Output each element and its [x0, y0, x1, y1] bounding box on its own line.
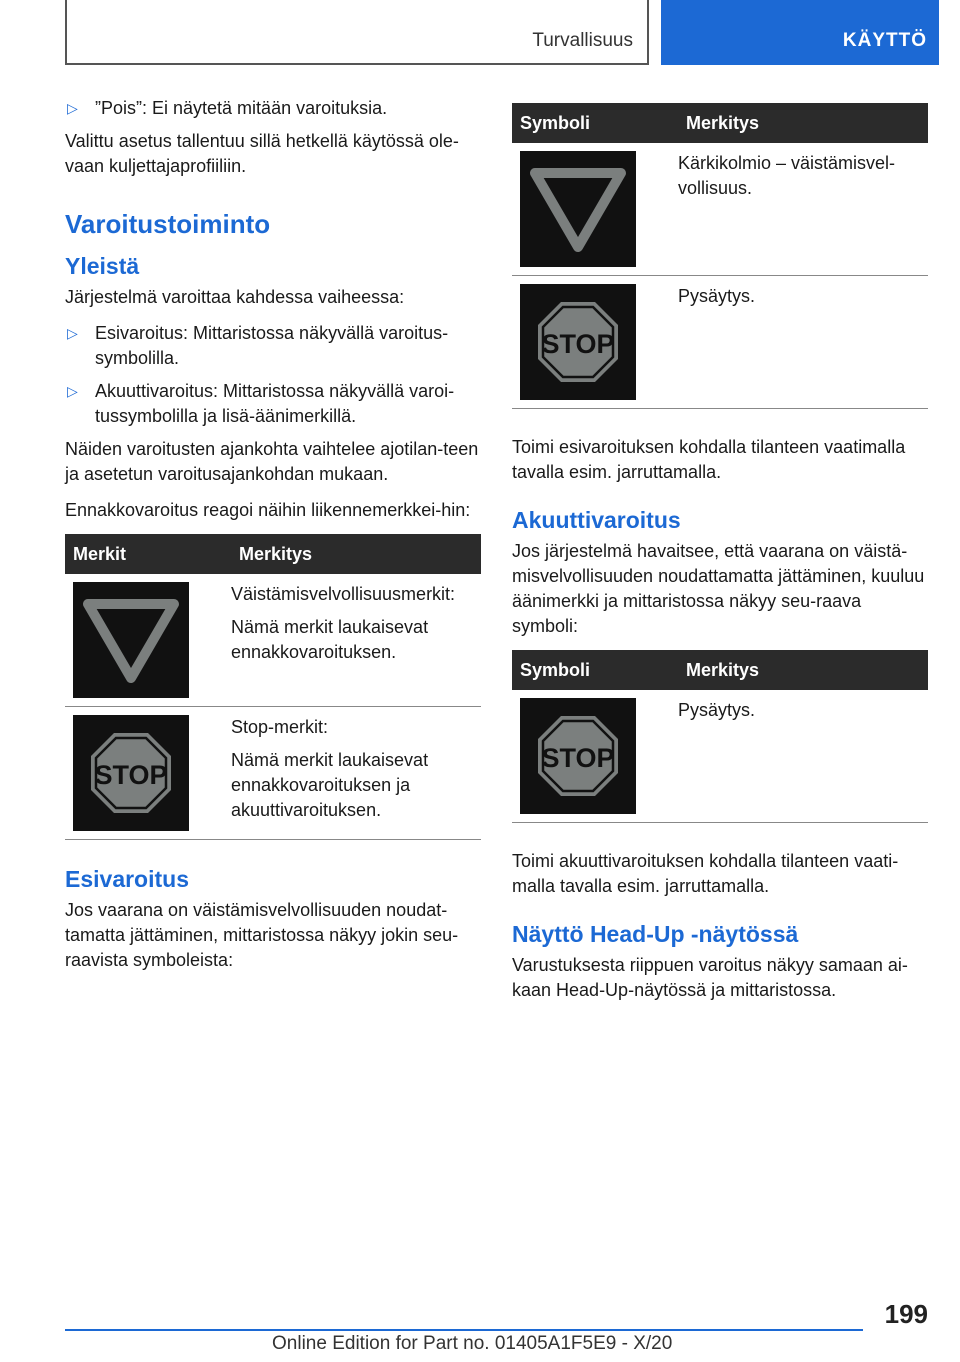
- column-header: Merkitys: [678, 103, 928, 143]
- stop-sign-text: STOP: [541, 743, 615, 773]
- column-header: Symboli: [512, 103, 678, 143]
- heading-yleista: Yleistä: [65, 253, 140, 279]
- header-chapter-title: KÄYTTÖ: [842, 30, 927, 51]
- left-column: [65, 96, 481, 984]
- header-section-title: Turvallisuus: [532, 30, 633, 51]
- paragraph-timing: Näiden varoitusten ajankohta vaihtelee ajotilan-teen ja asetetun varoitusajankohdan mukaan.: [65, 439, 479, 484]
- paragraph-head-up: Varustuksesta riippuen varoitus näkyy samaan ai-kaan Head-Up-näytössä ja mittaristossa.: [512, 955, 908, 1000]
- paragraph-intro: Järjestelmä varoittaa kahdessa vaiheessa:: [65, 287, 405, 307]
- bullet-triangle-icon: ▷: [67, 100, 78, 116]
- paragraph-esivaroitus: Jos vaarana on väistämisvelvollisuuden noudat-tamatta jättäminen, mittaristossa näkyy jokin seu-raavista symboleista:: [65, 900, 459, 970]
- heading-varoitustoiminto: Varoitustoiminto: [65, 209, 271, 239]
- paragraph-akuutti: Jos järjestelmä havaitsee, että vaarana on väistä-misvelvollisuuden noudattamatta jättäminen, kuuluu äänimerkki ja mittaristossa näkyy seu-raava symboli:: [512, 541, 925, 636]
- meaning-text: Nämä merkit laukaisevat ennakkovaroituksen.: [231, 617, 429, 662]
- yield-sign-icon: [73, 582, 189, 698]
- table-row: [512, 690, 928, 823]
- stop-sign-icon: [520, 698, 636, 814]
- meaning-text: Nämä merkit laukaisevat ennakkovaroituksen ja akuuttivaroituksen.: [231, 750, 429, 820]
- column-header: Symboli: [512, 650, 678, 690]
- footer-divider: [65, 1329, 863, 1331]
- page-number: 199: [884, 1299, 928, 1329]
- column-header: Merkit: [65, 534, 231, 574]
- heading-akuuttivaroitus: Akuuttivaroitus: [512, 507, 681, 533]
- symbols-table-pre: [512, 103, 928, 409]
- meaning-title: Stop-merkit:: [231, 717, 329, 737]
- table-row: [512, 143, 928, 276]
- paragraph-react: Ennakkovaroitus reagoi näihin liikennemerkkei-hin:: [65, 500, 471, 520]
- footer-edition: Online Edition for Part no. 01405A1F5E9 - X/20: [272, 1333, 673, 1354]
- table-header-row: [512, 650, 928, 690]
- symbols-table-acute: [512, 650, 928, 823]
- header-chapter-tab[interactable]: [661, 0, 939, 65]
- heading-esivaroitus: Esivaroitus: [65, 866, 189, 892]
- stop-sign-text: STOP: [94, 760, 168, 790]
- header-section-tab: [65, 0, 649, 65]
- signs-table: [65, 534, 481, 840]
- column-header: Merkitys: [231, 534, 481, 574]
- table-header-row: [512, 103, 928, 143]
- list-item: ▷ Akuuttivaroitus: Mittaristossa näkyvällä varoi-tussymbolilla ja lisä-äänimerkillä.: [67, 381, 455, 426]
- meaning-text: Kärkikolmio – väistämisvel-vollisuus.: [678, 153, 896, 198]
- table-header-row: [65, 534, 481, 574]
- yield-sign-icon: [520, 151, 636, 267]
- bullet-triangle-icon: ▷: [67, 383, 78, 399]
- list-item: ▷ Esivaroitus: Mittaristossa näkyvällä varoitus-symbolilla.: [67, 323, 449, 368]
- paragraph-akuutti-action: Toimi akuuttivaroituksen kohdalla tilanteen vaati-malla tavalla esim. jarruttamalla.: [512, 851, 899, 896]
- paragraph-saved-setting: Valittu asetus tallentuu sillä hetkellä käytössä ole-vaan kuljettajaprofiiliin.: [65, 131, 459, 176]
- stop-sign-text: STOP: [541, 329, 615, 359]
- table-row: [65, 707, 481, 840]
- meaning-title: Väistämisvelvollisuusmerkit:: [231, 584, 456, 604]
- table-row: [512, 276, 928, 409]
- meaning-text: Pysäytys.: [678, 286, 756, 306]
- bullet-triangle-icon: ▷: [67, 325, 78, 341]
- column-header: Merkitys: [678, 650, 928, 690]
- paragraph-esi-action: Toimi esivaroituksen kohdalla tilanteen vaatimalla tavalla esim. jarruttamalla.: [512, 437, 906, 482]
- stop-sign-icon: [520, 284, 636, 400]
- heading-head-up: Näyttö Head-Up -näytössä: [512, 921, 799, 947]
- meaning-text: Pysäytys.: [678, 700, 756, 720]
- table-row: [65, 574, 481, 707]
- list-item: ▷ ”Pois”: Ei näytetä mitään varoituksia.: [65, 96, 481, 121]
- stop-sign-icon: [73, 715, 189, 831]
- right-column: [512, 103, 928, 1014]
